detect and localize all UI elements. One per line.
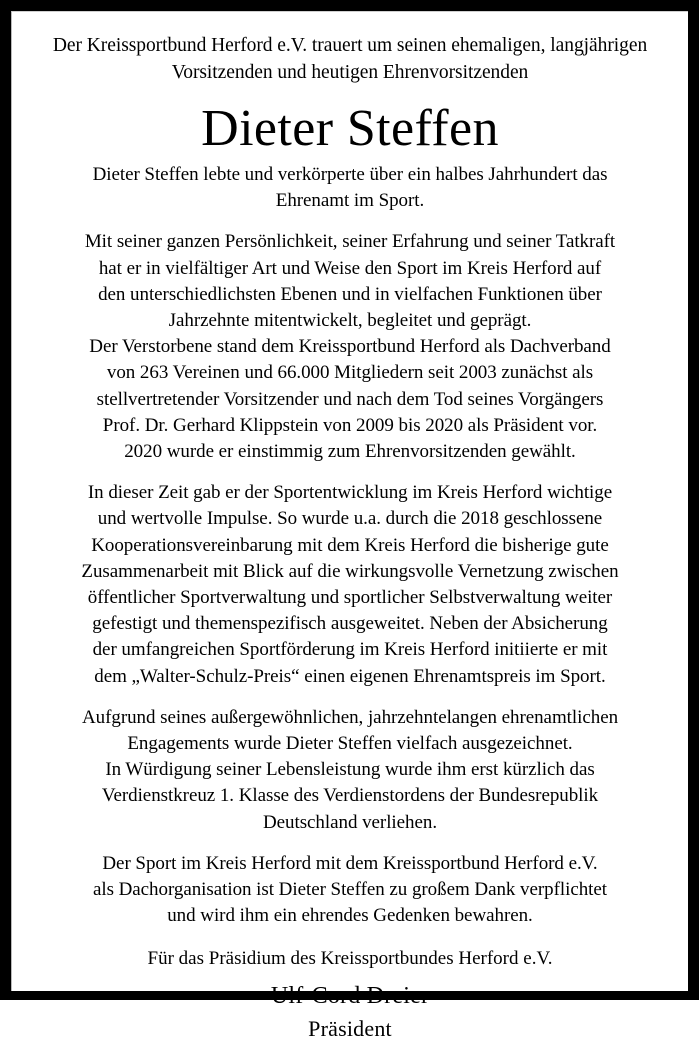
paragraph-line: Der Verstorbene stand dem Kreissportbund Herford als Dachverband (89, 336, 611, 358)
paragraph-spacer (30, 836, 670, 851)
paragraph-spacer (30, 465, 670, 480)
paragraph-line: Deutschland verliehen. (262, 811, 438, 833)
paragraph-spacer (30, 214, 670, 229)
paragraph-line: Prof. Dr. Gerhard Klippstein von 2009 bis 2020 als Präsident vor. (102, 414, 598, 436)
closing-spacer (30, 929, 670, 946)
intro-line-2: langjährigen Vorsitzenden und heutigen Ehrenvorsitzenden (171, 35, 648, 83)
intro-statement (30, 32, 670, 86)
paragraph-line: Dieter Steffen lebte und verkörperte über ein halbes Jahrhundert das (92, 164, 608, 185)
paragraph-line: Kooperationsvereinbarung mit dem Kreis Herford die bisherige gute (91, 534, 609, 556)
paragraph-line: den unterschiedlichsten Ebenen und in vielfachen Funktionen über (98, 283, 602, 305)
paragraph-line: In dieser Zeit gab er der Sportentwicklung im Kreis Herford wichtige (87, 482, 613, 504)
paragraph-line: dem „Walter-Schulz-Preis“ einen eigenen Ehrenamtspreis im Sport. (94, 665, 606, 687)
paragraph-career (30, 229, 670, 465)
paragraph-line: Engagements wurde Dieter Steffen vielfach ausgezeichnet. (127, 733, 573, 755)
paragraph-achievements (30, 480, 670, 690)
paragraph-line: stellvertretender Vorsitzender und nach dem Tod seines Vorgängers (96, 388, 604, 410)
paragraph-line: Mit seiner ganzen Persönlichkeit, seiner Erfahrung und seiner Tatkraft (84, 231, 616, 253)
obituary-content (12, 12, 688, 1045)
paragraph-line: Jahrzehnte mitentwickelt, begleitet und geprägt. (168, 310, 532, 332)
paragraph-line: und wertvolle Impulse. So wurde u.a. durch die 2018 geschlossene (97, 508, 603, 530)
paragraph-line: Ehrenamt im Sport. (275, 190, 425, 212)
paragraph-tribute (30, 162, 670, 214)
paragraph-line: Verdienstkreuz 1. Klasse des Verdienstordens der Bundesrepublik (101, 785, 599, 807)
signer-role: Präsident (308, 1015, 392, 1041)
paragraph-spacer (30, 690, 670, 705)
paragraph-line: Zusammenarbeit mit Blick auf die wirkungsvolle Vernetzung zwischen (81, 560, 619, 582)
paragraph-line: 2020 wurde er einstimmig zum Ehrenvorsitzenden gewählt. (124, 441, 576, 463)
obituary-card (11, 11, 688, 1041)
paragraph-line: als Dachorganisation ist Dieter Steffen zu großem Dank verpflichtet (92, 879, 608, 901)
paragraph-line: gefestigt und themenspezifisch ausgeweitet. Neben der Absicherung (92, 613, 608, 635)
paragraph-line: hat er in vielfältiger Art und Weise den Sport im Kreis Herford auf (98, 257, 602, 279)
paragraph-line: und wird ihm ein ehrendes Gedenken bewahren. (167, 905, 533, 927)
paragraph-gratitude (30, 851, 670, 930)
paragraph-line: öffentlicher Sportverwaltung und sportlicher Selbstverwaltung weiter (87, 587, 613, 609)
deceased-name: Dieter Steffen (201, 100, 499, 157)
paragraph-line: Aufgrund seines außergewöhnlichen, jahrzehntelangen ehrenamtlichen (81, 706, 619, 728)
paragraph-honors (30, 705, 670, 836)
paragraph-line: Der Sport im Kreis Herford mit dem Kreissportbund Herford e.V. (102, 852, 598, 874)
paragraph-line: der umfangreichen Sportförderung im Kreis Herford initiierte er mit (92, 639, 608, 661)
intro-line-1: Der Kreissportbund Herford e.V. trauert um seinen ehemaligen, (52, 35, 546, 56)
paragraph-line: In Würdigung seiner Lebensleistung wurde ihm erst kürzlich das (105, 759, 595, 781)
signer-name: Ulf-Cord Dreier (270, 982, 430, 1009)
closing-attribution: Für das Präsidium des Kreissportbundes Herford e.V. (147, 948, 553, 970)
paragraph-line: von 263 Vereinen und 66.000 Mitgliedern seit 2003 zunächst als (106, 362, 594, 384)
